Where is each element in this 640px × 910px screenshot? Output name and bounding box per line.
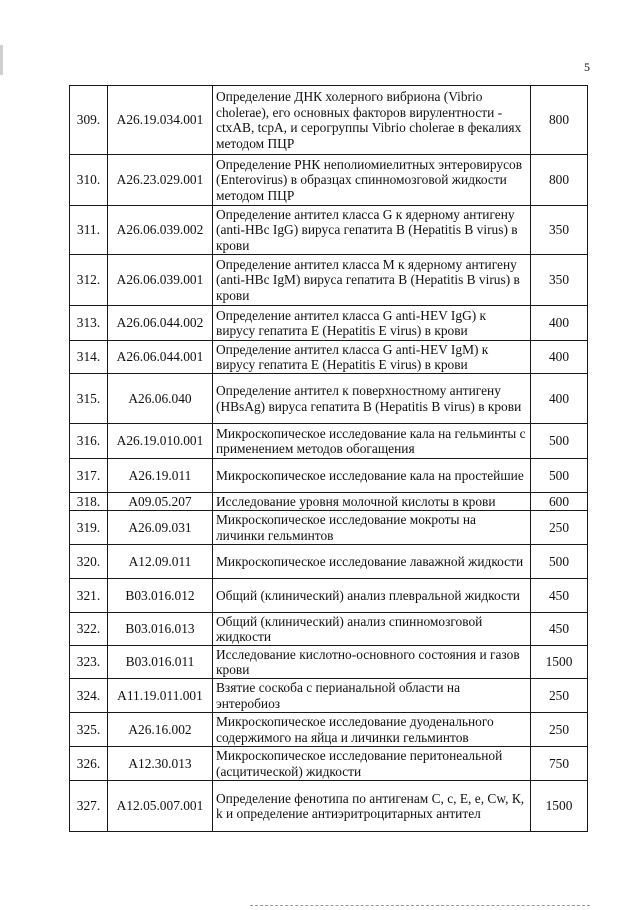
service-name: Определение фенотипа по антигенам С, с, Е, е, Cw, К, k и определение антиэритроцитарных антител <box>213 781 531 832</box>
service-code: A26.16.002 <box>108 713 213 747</box>
service-name: Микроскопическое исследование кала на простейшие <box>213 459 531 493</box>
service-name: Микроскопическое исследование дуоденального содержимого на яйца и личинки гельминтов <box>213 713 531 747</box>
service-code: A26.19.010.001 <box>108 424 213 459</box>
table-row <box>70 493 588 511</box>
row-number: 309. <box>70 86 108 155</box>
row-number: 322. <box>70 613 108 646</box>
service-code: A11.19.011.001 <box>108 679 213 713</box>
table-row <box>70 459 588 493</box>
service-name: Определение антител класса G anti-HEV IgG) к вирусу гепатита E (Hepatitis E virus) в крови <box>213 306 531 341</box>
service-name: Микроскопическое исследование кала на гельминты с применением методов обогащения <box>213 424 531 459</box>
service-name: Общий (клинический) анализ плевральной жидкости <box>213 579 531 613</box>
service-price: 800 <box>531 155 588 206</box>
row-number: 321. <box>70 579 108 613</box>
service-code: A26.06.040 <box>108 374 213 424</box>
service-name: Исследование уровня молочной кислоты в крови <box>213 493 531 511</box>
table-row <box>70 374 588 424</box>
service-code: B03.016.011 <box>108 646 213 679</box>
table-row <box>70 341 588 374</box>
service-code: B03.016.013 <box>108 613 213 646</box>
service-code: A12.09.011 <box>108 545 213 579</box>
service-name: Определение антител класса М к ядерному антигену (anti-HBc IgM) вируса гепатита В (Hepatitis В virus) в крови <box>213 255 531 306</box>
row-number: 326. <box>70 747 108 781</box>
service-name: Определение РНК неполиомиелитных энтеровирусов (Enterovirus) в образцах спинномозговой жидкости методом ПЦР <box>213 155 531 206</box>
service-code: A26.09.031 <box>108 511 213 545</box>
service-price: 400 <box>531 306 588 341</box>
service-code: A26.19.034.001 <box>108 86 213 155</box>
service-price: 600 <box>531 493 588 511</box>
service-price: 450 <box>531 579 588 613</box>
service-name: Определение ДНК холерного вибриона (Vibrio cholerae), его основных факторов вирулентности - ctxAB, tcpA, и серогруппы Vibrio cholerae в фекалиях методом ПЦР <box>213 86 531 155</box>
service-code: A26.06.039.001 <box>108 255 213 306</box>
service-price: 250 <box>531 511 588 545</box>
table-row <box>70 646 588 679</box>
service-price: 750 <box>531 747 588 781</box>
table-row <box>70 86 588 155</box>
row-number: 324. <box>70 679 108 713</box>
service-name: Микроскопическое исследование перитонеальной (асцитической) жидкости <box>213 747 531 781</box>
row-number: 314. <box>70 341 108 374</box>
service-price: 500 <box>531 424 588 459</box>
service-name: Определение антител к поверхностному антигену (HBsAg) вируса гепатита В (Hepatitis В virus) в крови <box>213 374 531 424</box>
table-row <box>70 545 588 579</box>
table-row <box>70 579 588 613</box>
table-row <box>70 613 588 646</box>
row-number: 325. <box>70 713 108 747</box>
row-number: 320. <box>70 545 108 579</box>
row-number: 317. <box>70 459 108 493</box>
service-code: A12.30.013 <box>108 747 213 781</box>
service-price: 250 <box>531 679 588 713</box>
service-code: A26.23.029.001 <box>108 155 213 206</box>
service-code: A26.06.039.002 <box>108 206 213 255</box>
service-price: 500 <box>531 459 588 493</box>
services-price-table <box>69 85 588 832</box>
table-row <box>70 747 588 781</box>
service-price: 1500 <box>531 646 588 679</box>
service-code: A26.06.044.002 <box>108 306 213 341</box>
service-code: A09.05.207 <box>108 493 213 511</box>
table-row <box>70 206 588 255</box>
service-name: Микроскопическое исследование мокроты на личинки гельминтов <box>213 511 531 545</box>
service-price: 400 <box>531 341 588 374</box>
service-price: 800 <box>531 86 588 155</box>
row-number: 313. <box>70 306 108 341</box>
service-price: 500 <box>531 545 588 579</box>
row-number: 312. <box>70 255 108 306</box>
service-name: Определение антител класса G к ядерному антигену (anti-HBc IgG) вируса гепатита В (Hepatitis В virus) в крови <box>213 206 531 255</box>
table-row <box>70 679 588 713</box>
row-number: 316. <box>70 424 108 459</box>
service-code: A26.19.011 <box>108 459 213 493</box>
page-bottom-divider <box>250 905 590 906</box>
row-number: 318. <box>70 493 108 511</box>
scan-margin-mark <box>0 45 3 75</box>
service-name: Взятие соскоба с перианальной области на энтеробиоз <box>213 679 531 713</box>
page-number: 5 <box>584 60 590 74</box>
service-name: Общий (клинический) анализ спинномозговой жидкости <box>213 613 531 646</box>
service-price: 350 <box>531 255 588 306</box>
table-row <box>70 155 588 206</box>
table-row <box>70 255 588 306</box>
service-price: 350 <box>531 206 588 255</box>
row-number: 311. <box>70 206 108 255</box>
service-name: Микроскопическое исследование лаважной жидкости <box>213 545 531 579</box>
row-number: 327. <box>70 781 108 832</box>
row-number: 319. <box>70 511 108 545</box>
table-row <box>70 424 588 459</box>
service-code: A26.06.044.001 <box>108 341 213 374</box>
service-price: 400 <box>531 374 588 424</box>
table-row <box>70 511 588 545</box>
table-row <box>70 306 588 341</box>
service-code: A12.05.007.001 <box>108 781 213 832</box>
row-number: 315. <box>70 374 108 424</box>
row-number: 323. <box>70 646 108 679</box>
service-price: 450 <box>531 613 588 646</box>
service-code: B03.016.012 <box>108 579 213 613</box>
service-name: Определение антител класса G anti-HEV IgM) к вирусу гепатита E (Hepatitis E virus) в крови <box>213 341 531 374</box>
service-price: 1500 <box>531 781 588 832</box>
table-row <box>70 713 588 747</box>
table-row <box>70 781 588 832</box>
service-price: 250 <box>531 713 588 747</box>
row-number: 310. <box>70 155 108 206</box>
service-name: Исследование кислотно-основного состояния и газов крови <box>213 646 531 679</box>
